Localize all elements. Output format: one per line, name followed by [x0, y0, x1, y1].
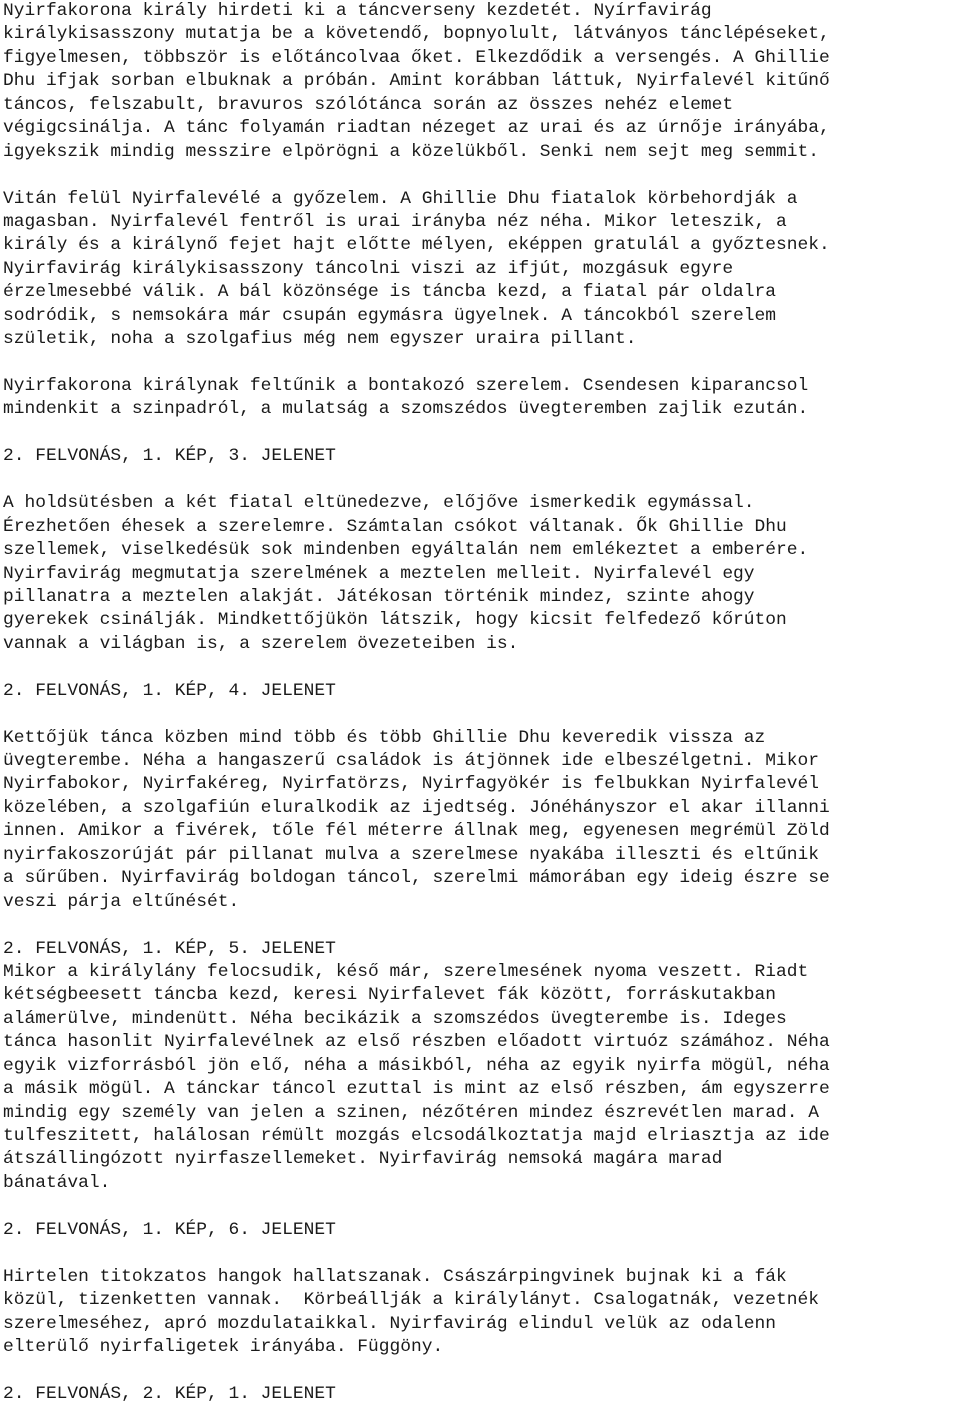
- text-line: Mikor a királylány felocsudik, késő már, szerelmesének nyoma veszett. Riadt: [3, 961, 809, 982]
- text-line: 2. FELVONÁS, 1. KÉP, 5. JELENET: [3, 938, 336, 959]
- paragraph: [3, 961, 960, 1195]
- blank-line: [3, 1359, 960, 1382]
- blank-line: [3, 1242, 960, 1265]
- text-line: bánatával.: [3, 1172, 111, 1193]
- text-line: táncos, felszabult, bravuros szólótánca során az összes nehéz elemet: [3, 94, 734, 115]
- text-line: egyik vizforrásból jön elő, néha a másikból, néha az egyik nyirfa mögül, néha: [3, 1055, 830, 1076]
- text-line: királykisasszony mutatja be a követendő, bopnyolult, látványos tánclépéseket,: [3, 24, 830, 45]
- blank-line: [3, 352, 960, 375]
- text-line: Érezhetően éhesek a szerelemre. Számtalan csókot váltanak. Ők Ghillie Dhu: [3, 516, 787, 537]
- blank-line: [3, 422, 960, 445]
- text-line: pillanatra a meztelen alakját. Játékosan történik mindez, szinte ahogy: [3, 586, 755, 607]
- paragraph: [3, 375, 960, 422]
- document-page: [3, 0, 960, 1406]
- text-line: szerelmeséhez, apró mozdulataikkal. Nyirfavirág elindul velük az odalenn: [3, 1313, 777, 1334]
- paragraph: [3, 727, 960, 915]
- text-line: 2. FELVONÁS, 1. KÉP, 4. JELENET: [3, 680, 336, 701]
- paragraph: [3, 492, 960, 656]
- text-line: születik, noha a szolgafius még nem egyszer uraira pillant.: [3, 329, 637, 350]
- paragraph: [3, 188, 960, 352]
- text-line: nyirfakoszorúját pár pillanat mulva a szerelmese nyakába illeszti és eltűnik: [3, 844, 819, 865]
- text-line: Nyirfavirág megmutatja szerelmének a meztelen melleit. Nyirfalevél egy: [3, 563, 755, 584]
- text-line: Kettőjük tánca közben mind több és több Ghillie Dhu keveredik vissza az: [3, 727, 766, 748]
- paragraph: [3, 0, 960, 164]
- text-line: a sűrűben. Nyirfavirág boldogan táncol, szerelmi mámorában egy ideig észre se: [3, 868, 830, 889]
- text-line: gyerekek csinálják. Mindkettőjükön látszik, hogy kicsit felfedező kőrúton: [3, 610, 787, 631]
- text-line: alámerülve, mindenütt. Néha becikázik a szomszédos üvegterembe is. Ideges: [3, 1008, 787, 1029]
- scene-heading: [3, 445, 960, 468]
- text-line: 2. FELVONÁS, 1. KÉP, 6. JELENET: [3, 1219, 336, 1240]
- text-line: figyelmesen, többször is előtáncolvaa őket. Elkezdődik a versengés. A Ghillie: [3, 47, 830, 68]
- scene-heading: [3, 938, 960, 961]
- text-line: átszállingózott nyirfaszellemeket. Nyirfavirág nemsoká magára marad: [3, 1149, 723, 1170]
- text-line: elterülő nyirfaligetek irányába. Függöny.: [3, 1336, 444, 1357]
- text-line: sodródik, s nemsokára már csupán egymásra ügyelnek. A táncokból szerelem: [3, 305, 777, 326]
- text-line: vannak a világban is, a szerelem övezeteiben is.: [3, 633, 519, 654]
- blank-line: [3, 164, 960, 187]
- text-line: Nyirfakorona király hirdeti ki a táncverseny kezdetét. Nyírfavirág: [3, 1, 712, 21]
- text-line: szellemek, viselkedésük sok mindenben egyáltalán nem emlékeztet a emberére.: [3, 540, 809, 561]
- scene-heading: [3, 680, 960, 703]
- text-line: 2. FELVONÁS, 1. KÉP, 3. JELENET: [3, 446, 336, 467]
- blank-line: [3, 469, 960, 492]
- text-line: Nyirfavirág királykisasszony táncolni viszi az ifjút, mozgásuk egyre: [3, 258, 734, 279]
- text-line: üvegterembe. Néha a hangaszerű családok is átjönnek ide elbeszélgetni. Mikor: [3, 751, 819, 771]
- blank-line: [3, 703, 960, 726]
- text-line: közelében, a szolgafiún eluralkodik az ijedtség. Jónéhányszor el akar illanni: [3, 797, 830, 818]
- scene-heading: [3, 1383, 960, 1406]
- scene-heading: [3, 1219, 960, 1242]
- text-line: veszi párja eltűnését.: [3, 891, 240, 912]
- text-line: végigcsinálja. A tánc folyamán riadtan nézeget az urai és az úrnője irányába,: [3, 118, 830, 139]
- text-line: érzelmesebbé válik. A bál közönsége is táncba kezd, a fiatal pár oldalra: [3, 282, 777, 303]
- blank-line: [3, 1195, 960, 1218]
- text-line: Vitán felül Nyirfalevélé a győzelem. A Ghillie Dhu fiatalok körbehordják a: [3, 188, 798, 209]
- blank-line: [3, 914, 960, 937]
- text-line: a másik mögül. A tánckar táncol ezuttal is mint az első részben, ám egyszerre: [3, 1079, 830, 1100]
- text-line: tulfeszitett, halálosan rémült mozgás elcsodálkoztatja majd elriasztja az ide: [3, 1126, 830, 1146]
- text-line: 2. FELVONÁS, 2. KÉP, 1. JELENET: [3, 1383, 336, 1404]
- text-line: kétségbeesett táncba kezd, keresi Nyirfalevet fák között, forráskutakban: [3, 985, 777, 1006]
- text-line: magasban. Nyirfalevél fentről is urai irányba néz néha. Mikor leteszik, a: [3, 211, 787, 232]
- text-line: mindig egy személy van jelen a szinen, nézőtéren mindez észrevétlen marad. A: [3, 1102, 819, 1123]
- text-line: Hirtelen titokzatos hangok hallatszanak. Császárpingvinek bujnak ki a fák: [3, 1266, 787, 1287]
- text-line: király és a királynő fejet hajt előtte mélyen, eképpen gratulál a győztesnek.: [3, 235, 830, 256]
- blank-line: [3, 656, 960, 679]
- text-line: Nyirfabokor, Nyirfakéreg, Nyirfatörzs, Nyirfagyökér is felbukkan Nyirfalevél: [3, 774, 819, 795]
- text-line: mindenkit a szinpadról, a mulatság a szomszédos üvegteremben zajlik ezután.: [3, 399, 809, 420]
- paragraph: [3, 1266, 960, 1360]
- text-line: tánca hasonlit Nyirfalevélnek az első részben előadott virtuóz számához. Néha: [3, 1032, 830, 1053]
- text-line: Nyirfakorona királynak feltűnik a bontakozó szerelem. Csendesen kiparancsol: [3, 376, 809, 396]
- text-line: igyekszik mindig messzire elpörögni a közelükből. Senki nem sejt meg semmit.: [3, 141, 819, 162]
- text-line: közül, tizenketten vannak. Körbeállják a királylányt. Csalogatnák, vezetnék: [3, 1290, 819, 1311]
- text-line: A holdsütésben a két fiatal eltünedezve, előjőve ismerkedik egymással.: [3, 493, 755, 514]
- text-line: innen. Amikor a fivérek, tőle fél méterre állnak meg, egyenesen megrémül Zöld: [3, 821, 830, 842]
- text-line: Dhu ifjak sorban elbuknak a próbán. Amint korábban láttuk, Nyirfalevél kitűnő: [3, 71, 830, 92]
